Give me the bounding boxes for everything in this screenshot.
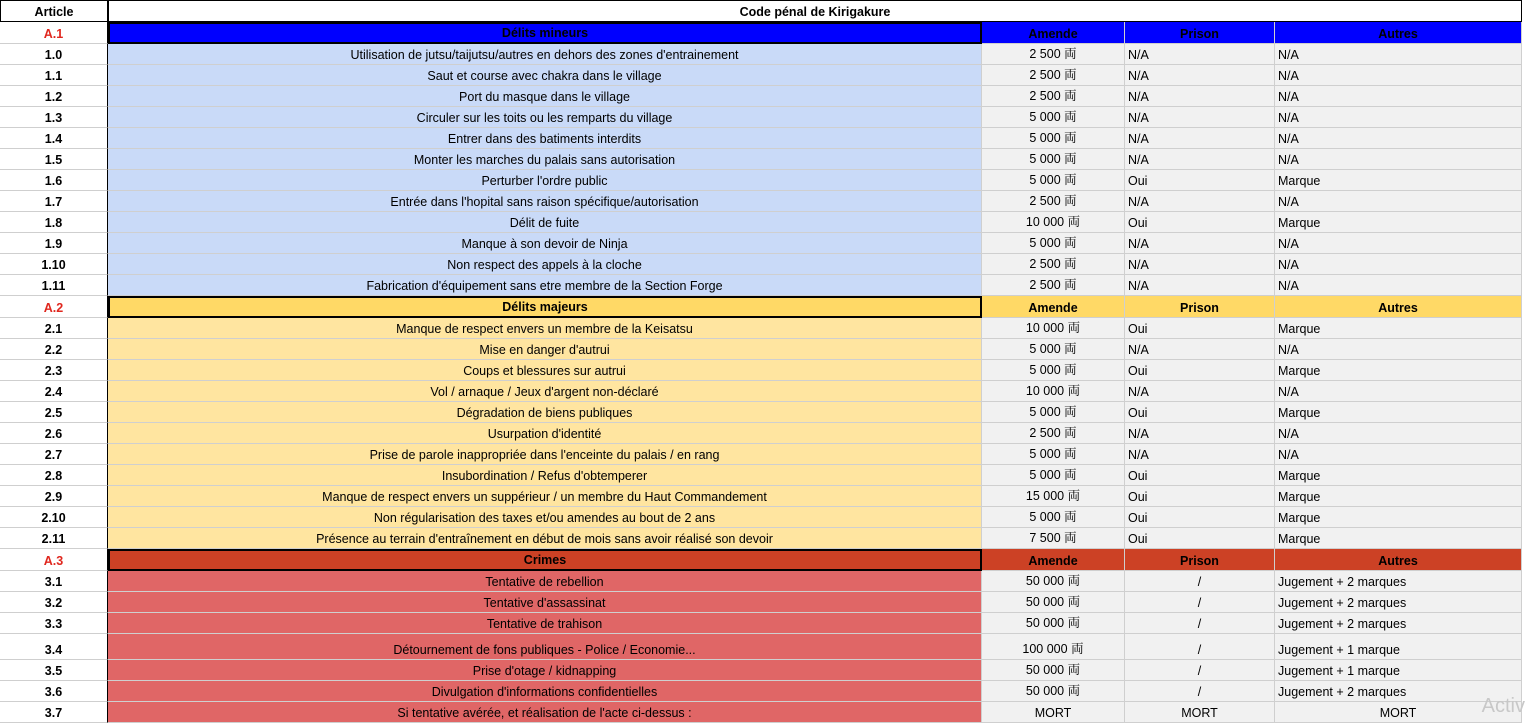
table-row: [0, 486, 1522, 507]
fine-cell[interactable]: 5 000 両: [982, 465, 1125, 486]
fine-cell[interactable]: 10 000 両: [982, 318, 1125, 339]
prison-cell[interactable]: /: [1125, 571, 1275, 592]
fine-cell[interactable]: 5 000 両: [982, 360, 1125, 381]
article-number-cell[interactable]: 3.2: [0, 592, 108, 613]
article-number-cell[interactable]: 1.4: [0, 128, 108, 149]
table-row: [0, 339, 1522, 360]
fine-cell[interactable]: 2 500 両: [982, 191, 1125, 212]
offense-description-cell[interactable]: Perturber l'ordre public: [108, 170, 982, 191]
other-penalty-cell[interactable]: N/A: [1275, 65, 1522, 86]
prison-cell[interactable]: Oui: [1125, 360, 1275, 381]
offense-description-cell[interactable]: Non régularisation des taxes et/ou amendes au bout de 2 ans: [108, 507, 982, 528]
table-row: [0, 360, 1522, 381]
table-row: [0, 507, 1522, 528]
offense-description-cell[interactable]: Détournement de fons publiques - Police / Economie...: [108, 634, 982, 660]
table-row: [0, 681, 1522, 702]
offense-description-cell[interactable]: Fabrication d'équipement sans etre membre de la Section Forge: [108, 275, 982, 296]
fine-cell[interactable]: 5 000 両: [982, 128, 1125, 149]
other-penalty-cell[interactable]: N/A: [1275, 254, 1522, 275]
prison-cell[interactable]: Oui: [1125, 212, 1275, 233]
prison-cell[interactable]: N/A: [1125, 65, 1275, 86]
offense-description-cell[interactable]: Délit de fuite: [108, 212, 982, 233]
offense-description-cell[interactable]: Monter les marches du palais sans autorisation: [108, 149, 982, 170]
fine-cell[interactable]: 100 000 両: [982, 634, 1125, 660]
article-number-cell[interactable]: 2.1: [0, 318, 108, 339]
prison-cell[interactable]: N/A: [1125, 86, 1275, 107]
section-title[interactable]: Délits majeurs: [108, 296, 982, 318]
other-penalty-cell[interactable]: N/A: [1275, 381, 1522, 402]
prison-column-header[interactable]: Prison: [1125, 296, 1275, 318]
fine-cell[interactable]: 5 000 両: [982, 170, 1125, 191]
table-row: [0, 128, 1522, 149]
article-number-cell[interactable]: 2.11: [0, 528, 108, 549]
article-number-cell[interactable]: 2.6: [0, 423, 108, 444]
offense-description-cell[interactable]: Prise de parole inappropriée dans l'enceinte du palais / en rang: [108, 444, 982, 465]
other-penalty-cell[interactable]: N/A: [1275, 275, 1522, 296]
table-row: [0, 465, 1522, 486]
other-penalty-cell[interactable]: N/A: [1275, 444, 1522, 465]
other-penalty-cell[interactable]: Marque: [1275, 212, 1522, 233]
table-row: [0, 254, 1522, 275]
article-number-cell[interactable]: 1.8: [0, 212, 108, 233]
section-code[interactable]: A.2: [0, 296, 108, 318]
offense-description-cell[interactable]: Tentative d'assassinat: [108, 592, 982, 613]
activation-watermark: Activ: [1481, 695, 1525, 717]
table-row: [0, 571, 1522, 592]
other-penalty-cell[interactable]: Marque: [1275, 465, 1522, 486]
title-row: [0, 0, 1522, 22]
section-header-row: [0, 296, 1522, 318]
article-number-cell[interactable]: 1.0: [0, 44, 108, 65]
article-number-cell[interactable]: 2.9: [0, 486, 108, 507]
prison-cell[interactable]: Oui: [1125, 318, 1275, 339]
fine-cell[interactable]: 5 000 両: [982, 107, 1125, 128]
prison-cell[interactable]: N/A: [1125, 423, 1275, 444]
prison-column-header[interactable]: Prison: [1125, 549, 1275, 571]
prison-cell[interactable]: MORT: [1125, 702, 1275, 723]
table-row: [0, 149, 1522, 170]
prison-cell[interactable]: /: [1125, 613, 1275, 634]
other-penalty-cell[interactable]: Marque: [1275, 486, 1522, 507]
other-penalty-cell[interactable]: N/A: [1275, 423, 1522, 444]
prison-cell[interactable]: Oui: [1125, 465, 1275, 486]
prison-cell[interactable]: N/A: [1125, 44, 1275, 65]
article-number-cell[interactable]: 3.7: [0, 702, 108, 723]
fine-cell[interactable]: 50 000 両: [982, 681, 1125, 702]
article-number-cell[interactable]: 2.4: [0, 381, 108, 402]
other-column-header[interactable]: Autres: [1275, 549, 1522, 571]
offense-description-cell[interactable]: Circuler sur les toits ou les remparts du village: [108, 107, 982, 128]
offense-description-cell[interactable]: Manque de respect envers un suppérieur / un membre du Haut Commandement: [108, 486, 982, 507]
other-penalty-cell[interactable]: Marque: [1275, 507, 1522, 528]
prison-cell[interactable]: N/A: [1125, 444, 1275, 465]
other-penalty-cell[interactable]: N/A: [1275, 128, 1522, 149]
section-code[interactable]: A.1: [0, 22, 108, 44]
offense-description-cell[interactable]: Non respect des appels à la cloche: [108, 254, 982, 275]
prison-cell[interactable]: /: [1125, 592, 1275, 613]
other-penalty-cell[interactable]: Jugement + 2 marques: [1275, 613, 1522, 634]
offense-description-cell[interactable]: Dégradation de biens publiques: [108, 402, 982, 423]
other-penalty-cell[interactable]: Jugement + 1 marque: [1275, 634, 1522, 660]
section-header-row: [0, 22, 1522, 44]
table-row: [0, 634, 1522, 660]
table-row: [0, 702, 1522, 723]
table-row: [0, 191, 1522, 212]
other-penalty-cell[interactable]: Jugement + 2 marques: [1275, 571, 1522, 592]
prison-cell[interactable]: N/A: [1125, 107, 1275, 128]
table-row: [0, 318, 1522, 339]
prison-cell[interactable]: N/A: [1125, 149, 1275, 170]
prison-cell[interactable]: N/A: [1125, 191, 1275, 212]
other-penalty-cell[interactable]: N/A: [1275, 86, 1522, 107]
other-penalty-cell[interactable]: Marque: [1275, 360, 1522, 381]
fine-cell[interactable]: 50 000 両: [982, 613, 1125, 634]
fine-cell[interactable]: 2 500 両: [982, 423, 1125, 444]
fine-column-header[interactable]: Amende: [982, 549, 1125, 571]
section-title[interactable]: Crimes: [108, 549, 982, 571]
table-row: [0, 613, 1522, 634]
sections-container: [0, 22, 1525, 723]
fine-cell[interactable]: 7 500 両: [982, 528, 1125, 549]
offense-description-cell[interactable]: Tentative de rebellion: [108, 571, 982, 592]
other-penalty-cell[interactable]: MORT: [1275, 702, 1522, 723]
article-number-cell[interactable]: 3.4: [0, 634, 108, 660]
table-row: [0, 86, 1522, 107]
table-row: [0, 65, 1522, 86]
fine-cell[interactable]: 15 000 両: [982, 486, 1125, 507]
other-penalty-cell[interactable]: Marque: [1275, 170, 1522, 191]
article-number-cell[interactable]: 2.2: [0, 339, 108, 360]
fine-cell[interactable]: MORT: [982, 702, 1125, 723]
article-number-cell[interactable]: 1.6: [0, 170, 108, 191]
article-number-cell[interactable]: 3.3: [0, 613, 108, 634]
prison-cell[interactable]: N/A: [1125, 128, 1275, 149]
table-row: [0, 212, 1522, 233]
other-penalty-cell[interactable]: Marque: [1275, 402, 1522, 423]
offense-description-cell[interactable]: Tentative de trahison: [108, 613, 982, 634]
other-penalty-cell[interactable]: N/A: [1275, 339, 1522, 360]
article-number-cell[interactable]: 2.3: [0, 360, 108, 381]
table-row: [0, 44, 1522, 65]
other-penalty-cell[interactable]: N/A: [1275, 233, 1522, 254]
other-column-header[interactable]: Autres: [1275, 296, 1522, 318]
fine-column-header[interactable]: Amende: [982, 22, 1125, 44]
fine-cell[interactable]: 50 000 両: [982, 660, 1125, 681]
fine-cell[interactable]: 5 000 両: [982, 149, 1125, 170]
offense-description-cell[interactable]: Mise en danger d'autrui: [108, 339, 982, 360]
other-penalty-cell[interactable]: N/A: [1275, 44, 1522, 65]
prison-cell[interactable]: /: [1125, 681, 1275, 702]
fine-column-header[interactable]: Amende: [982, 296, 1125, 318]
article-number-cell[interactable]: 2.5: [0, 402, 108, 423]
section-title[interactable]: Délits mineurs: [108, 22, 982, 44]
section-code[interactable]: A.3: [0, 549, 108, 571]
prison-column-header[interactable]: Prison: [1125, 22, 1275, 44]
prison-cell[interactable]: N/A: [1125, 254, 1275, 275]
table-row: [0, 233, 1522, 254]
article-number-cell[interactable]: 1.3: [0, 107, 108, 128]
article-number-cell[interactable]: 1.5: [0, 149, 108, 170]
prison-cell[interactable]: N/A: [1125, 233, 1275, 254]
article-column-header[interactable]: Article: [0, 0, 108, 22]
other-penalty-cell[interactable]: Marque: [1275, 528, 1522, 549]
table-row: [0, 592, 1522, 613]
offense-description-cell[interactable]: Insubordination / Refus d'obtemperer: [108, 465, 982, 486]
fine-cell[interactable]: 2 500 両: [982, 275, 1125, 296]
table-row: [0, 423, 1522, 444]
table-row: [0, 275, 1522, 296]
other-penalty-cell[interactable]: Jugement + 2 marques: [1275, 681, 1522, 702]
offense-description-cell[interactable]: Vol / arnaque / Jeux d'argent non-déclaré: [108, 381, 982, 402]
other-penalty-cell[interactable]: N/A: [1275, 191, 1522, 212]
article-number-cell[interactable]: 1.10: [0, 254, 108, 275]
offense-description-cell[interactable]: Port du masque dans le village: [108, 86, 982, 107]
article-number-cell[interactable]: 1.9: [0, 233, 108, 254]
section-header-row: [0, 549, 1522, 571]
prison-cell[interactable]: Oui: [1125, 486, 1275, 507]
offense-description-cell[interactable]: Entrer dans des batiments interdits: [108, 128, 982, 149]
article-number-cell[interactable]: 2.8: [0, 465, 108, 486]
offense-description-cell[interactable]: Divulgation d'informations confidentielles: [108, 681, 982, 702]
article-number-cell[interactable]: 2.7: [0, 444, 108, 465]
other-penalty-cell[interactable]: Marque: [1275, 318, 1522, 339]
offense-description-cell[interactable]: Manque à son devoir de Ninja: [108, 233, 982, 254]
offense-description-cell[interactable]: Usurpation d'identité: [108, 423, 982, 444]
fine-cell[interactable]: 10 000 両: [982, 381, 1125, 402]
fine-cell[interactable]: 5 000 両: [982, 402, 1125, 423]
prison-cell[interactable]: N/A: [1125, 339, 1275, 360]
table-row: [0, 528, 1522, 549]
fine-cell[interactable]: 50 000 両: [982, 592, 1125, 613]
table-row: [0, 402, 1522, 423]
table-row: [0, 381, 1522, 402]
article-number-cell[interactable]: 3.1: [0, 571, 108, 592]
fine-cell[interactable]: 2 500 両: [982, 65, 1125, 86]
prison-cell[interactable]: Oui: [1125, 170, 1275, 191]
fine-cell[interactable]: 2 500 両: [982, 86, 1125, 107]
table-row: [0, 170, 1522, 191]
offense-description-cell[interactable]: Coups et blessures sur autrui: [108, 360, 982, 381]
prison-cell[interactable]: Oui: [1125, 507, 1275, 528]
table-row: [0, 107, 1522, 128]
fine-cell[interactable]: 5 000 両: [982, 233, 1125, 254]
prison-cell[interactable]: Oui: [1125, 528, 1275, 549]
fine-cell[interactable]: 10 000 両: [982, 212, 1125, 233]
offense-description-cell[interactable]: Entrée dans l'hopital sans raison spécifique/autorisation: [108, 191, 982, 212]
table-row: [0, 660, 1522, 681]
fine-cell[interactable]: 50 000 両: [982, 571, 1125, 592]
fine-cell[interactable]: 2 500 両: [982, 44, 1125, 65]
article-number-cell[interactable]: 1.11: [0, 275, 108, 296]
offense-description-cell[interactable]: Saut et course avec chakra dans le village: [108, 65, 982, 86]
prison-cell[interactable]: Oui: [1125, 402, 1275, 423]
article-number-cell[interactable]: 1.7: [0, 191, 108, 212]
other-column-header[interactable]: Autres: [1275, 22, 1522, 44]
fine-cell[interactable]: 5 000 両: [982, 339, 1125, 360]
other-penalty-cell[interactable]: Jugement + 1 marque: [1275, 660, 1522, 681]
prison-cell[interactable]: /: [1125, 660, 1275, 681]
other-penalty-cell[interactable]: Jugement + 2 marques: [1275, 592, 1522, 613]
offense-description-cell[interactable]: Présence au terrain d'entraînement en début de mois sans avoir réalisé son devoir: [108, 528, 982, 549]
article-number-cell[interactable]: 2.10: [0, 507, 108, 528]
prison-cell[interactable]: N/A: [1125, 381, 1275, 402]
article-number-cell[interactable]: 3.6: [0, 681, 108, 702]
prison-cell[interactable]: /: [1125, 634, 1275, 660]
offense-description-cell[interactable]: Prise d'otage / kidnapping: [108, 660, 982, 681]
offense-description-cell[interactable]: Si tentative avérée, et réalisation de l'acte ci-dessus :: [108, 702, 982, 723]
fine-cell[interactable]: 5 000 両: [982, 507, 1125, 528]
article-number-cell[interactable]: 3.5: [0, 660, 108, 681]
table-row: [0, 444, 1522, 465]
article-number-cell[interactable]: 1.1: [0, 65, 108, 86]
offense-description-cell[interactable]: Manque de respect envers un membre de la Keisatsu: [108, 318, 982, 339]
offense-description-cell[interactable]: Utilisation de jutsu/taijutsu/autres en dehors des zones d'entrainement: [108, 44, 982, 65]
other-penalty-cell[interactable]: N/A: [1275, 149, 1522, 170]
other-penalty-cell[interactable]: N/A: [1275, 107, 1522, 128]
prison-cell[interactable]: N/A: [1125, 275, 1275, 296]
sheet-title[interactable]: Code pénal de Kirigakure: [108, 0, 1522, 22]
fine-cell[interactable]: 2 500 両: [982, 254, 1125, 275]
fine-cell[interactable]: 5 000 両: [982, 444, 1125, 465]
article-number-cell[interactable]: 1.2: [0, 86, 108, 107]
